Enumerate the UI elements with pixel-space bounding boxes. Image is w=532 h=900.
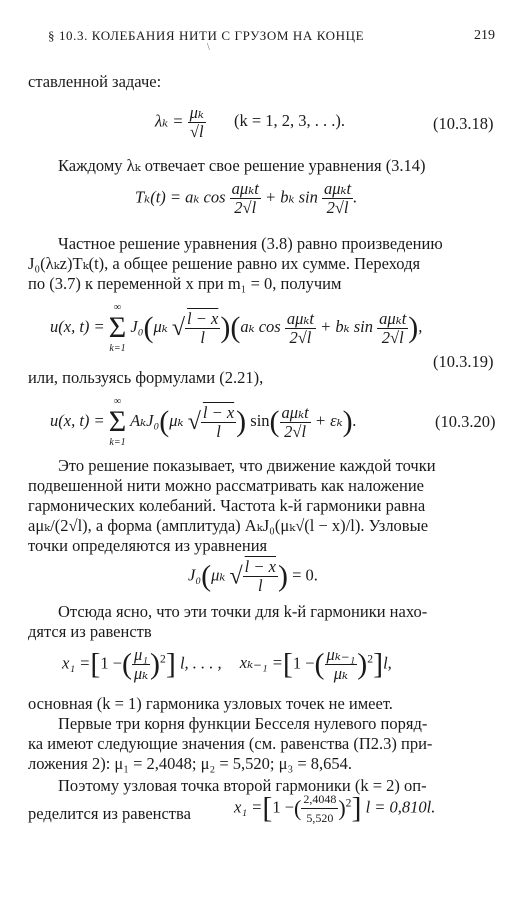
text-line: по (3.7) к переменной x при m₁ = 0, получим — [28, 274, 342, 293]
equation-10-3-19: u(x, t) = ∞ Σ k=1 J₀(μₖ √ $\frac{l - x}{l}$ )(aₖ cos $\frac{\text{aμₖt}}{2√l}$ + bₖ sin $\frac{\text{aμₖt}}{2√l}$ ), — [50, 302, 423, 354]
equation-condition: (k = 1, 2, 3, . . .). — [234, 111, 346, 131]
text-line: Частное решение уравнения (3.8) равно произведению — [58, 234, 443, 253]
sum-symbol: ∞ Σ k=1 — [108, 396, 127, 448]
equation-part: + εₖ — [314, 410, 343, 430]
text-line: точки определяются из уравнения — [28, 536, 268, 555]
equation-second-harmonic: x₁ =[1 −( $\frac{2,4048}{5,520}$ )$^2$] l = 0,810l. — [234, 791, 436, 825]
denominator: 2√l — [234, 198, 257, 217]
sum-lower-limit: k=1 — [109, 343, 126, 354]
denominator: l — [216, 421, 221, 441]
fraction — [188, 104, 206, 141]
fraction — [243, 558, 278, 595]
equation-part: x₁ = — [62, 653, 91, 673]
denominator: 5,520 — [306, 811, 334, 825]
fraction — [230, 180, 261, 217]
text-line: Поэтому узловая точка второй гармоники (k = 2) оп- — [58, 776, 427, 795]
equation-10-3-18 — [155, 104, 345, 141]
fraction — [280, 404, 311, 441]
text-line: ределится из равенства — [28, 804, 191, 823]
running-head: § 10.3. КОЛЕБАНИЯ НИТИ С ГРУЗОМ НА КОНЦЕ — [48, 28, 365, 43]
equation-part: u(x, t) = — [50, 410, 105, 430]
equation-part: sin — [250, 410, 270, 430]
equation-part: μₖ — [169, 410, 184, 430]
page-number: 219 — [474, 28, 495, 43]
equation-part: + bₖ sin — [320, 316, 374, 336]
equation-number: (10.3.19) — [433, 352, 494, 371]
fraction — [132, 646, 150, 683]
denominator: 2√l — [284, 421, 307, 441]
equation-part: , — [418, 316, 423, 336]
fraction — [322, 180, 353, 217]
denominator: l — [200, 327, 205, 347]
equation-number: (10.3.18) — [433, 114, 494, 133]
denominator: μₖ — [333, 664, 349, 683]
numerator: aμₖt — [379, 308, 407, 328]
text-line: или, пользуясь формулами (2.21), — [28, 368, 264, 387]
equation-part: . — [353, 187, 358, 207]
numerator: 2,4048 — [301, 790, 338, 809]
fraction — [377, 310, 408, 347]
sum-upper-limit: ∞ — [113, 396, 122, 407]
numerator: aμₖt — [323, 179, 352, 198]
text-line: ка имеют следующие значения (см. равенства (П2.3) при- — [28, 734, 433, 753]
text-line: Каждому λₖ отвечает свое решение уравнения (3.14) — [58, 156, 426, 175]
equation-part: aₖ cos — [240, 316, 281, 336]
fraction — [201, 404, 236, 441]
numerator: l − x — [244, 557, 276, 576]
equation-part: l = 0,810l. — [365, 797, 436, 817]
text-line: ставленной задаче: — [28, 72, 162, 91]
sum-lower-limit: k=1 — [109, 437, 126, 448]
equation-part: AₖJ₀ — [130, 410, 160, 430]
equation-part: x₁ = — [234, 797, 263, 817]
denominator: 2√l — [289, 327, 312, 347]
text-line: aμₖ/(2√l), а форма (амплитуда) AₖJ₀(μₖ√(l − x)/l). Узловые — [28, 516, 429, 535]
denominator: √l — [189, 122, 204, 141]
text-line: J₀(λₖz)Tₖ(t), а общее решение равно их сумме. Переходя — [28, 254, 421, 273]
equation-number: (10.3.20) — [435, 412, 496, 431]
equation-part: l, . . . , — [179, 653, 222, 673]
numerator: aμₖt — [286, 308, 314, 328]
equation-tk — [135, 180, 357, 217]
fraction — [301, 790, 338, 827]
equation-part: xₖ₋₁ = — [239, 653, 283, 673]
numerator: l − x — [187, 308, 219, 328]
numerator: μₖ₋₁ — [326, 645, 356, 664]
sum-symbol: ∞ Σ k=1 — [108, 302, 127, 354]
page-header — [0, 28, 532, 53]
equation-part: u(x, t) = — [50, 316, 105, 336]
fraction — [285, 310, 316, 347]
equation-nodes: J₀(μₖ √ $\frac{l - x}{l}$ ) = 0. — [188, 557, 318, 595]
text-line: подвешенной нити можно рассматривать как наложение — [28, 476, 424, 495]
text-line: Это решение показывает, что движение каждой точки — [58, 456, 436, 475]
denominator: 2√l — [326, 198, 349, 217]
equation-part: μₖ — [211, 565, 226, 585]
equation-part: + bₖ sin — [264, 187, 318, 207]
text-line: дятся из равенств — [28, 622, 152, 641]
equation-part: l, — [383, 653, 392, 673]
text-line: ложения 2): μ₁ = 2,4048; μ₂ = 5,520; μ₃ = 8,654. — [28, 754, 353, 773]
fraction — [325, 646, 358, 683]
text-line: Отсюда ясно, что эти точки для k-й гармоники нахо- — [58, 602, 428, 621]
equation-10-3-20: u(x, t) = ∞ Σ k=1 AₖJ₀(μₖ √ $\frac{l - x}{l}$ ) sin( $\frac{\text{aμₖt}}{2√l}$ + εₖ). — [50, 396, 357, 448]
numerator: l − x — [202, 402, 235, 422]
margin-mark: \ — [207, 42, 210, 53]
denominator: l — [258, 576, 263, 595]
denominator: 2√l — [381, 327, 404, 347]
text-line: Первые три корня функции Бесселя нулевого поряд- — [58, 714, 428, 733]
text-line: основная (k = 1) гармоника узловых точек не имеет. — [28, 694, 393, 713]
equation-part: J₀ — [130, 316, 144, 336]
equation-part: λₖ = — [155, 111, 184, 131]
equation-node-positions: x₁ =[1 −( $\frac{\text{μ₁}}{\text{μₖ}}$ )$^2$] l, . . . , xₖ₋₁ =[1 −( $\frac{\text{μₖ₋₁}}{\text{μₖ}}$ )$^2$]l, — [62, 645, 392, 683]
equation-part: . — [352, 410, 357, 430]
numerator: aμₖt — [281, 402, 309, 422]
sum-upper-limit: ∞ — [113, 302, 122, 313]
numerator: μ₁ — [134, 645, 149, 664]
equation-part: J₀ — [188, 565, 202, 585]
equation-part: μₖ — [153, 316, 168, 336]
numerator: aμₖt — [231, 179, 259, 198]
text-line: гармонических колебаний. Частота k-й гармоники равна — [28, 496, 426, 515]
fraction — [185, 310, 220, 347]
equation-part: = 0. — [292, 565, 318, 585]
equation-part: Tₖ(t) = aₖ cos — [135, 187, 226, 207]
denominator: μₖ — [133, 664, 149, 683]
numerator: μₖ — [189, 103, 204, 122]
